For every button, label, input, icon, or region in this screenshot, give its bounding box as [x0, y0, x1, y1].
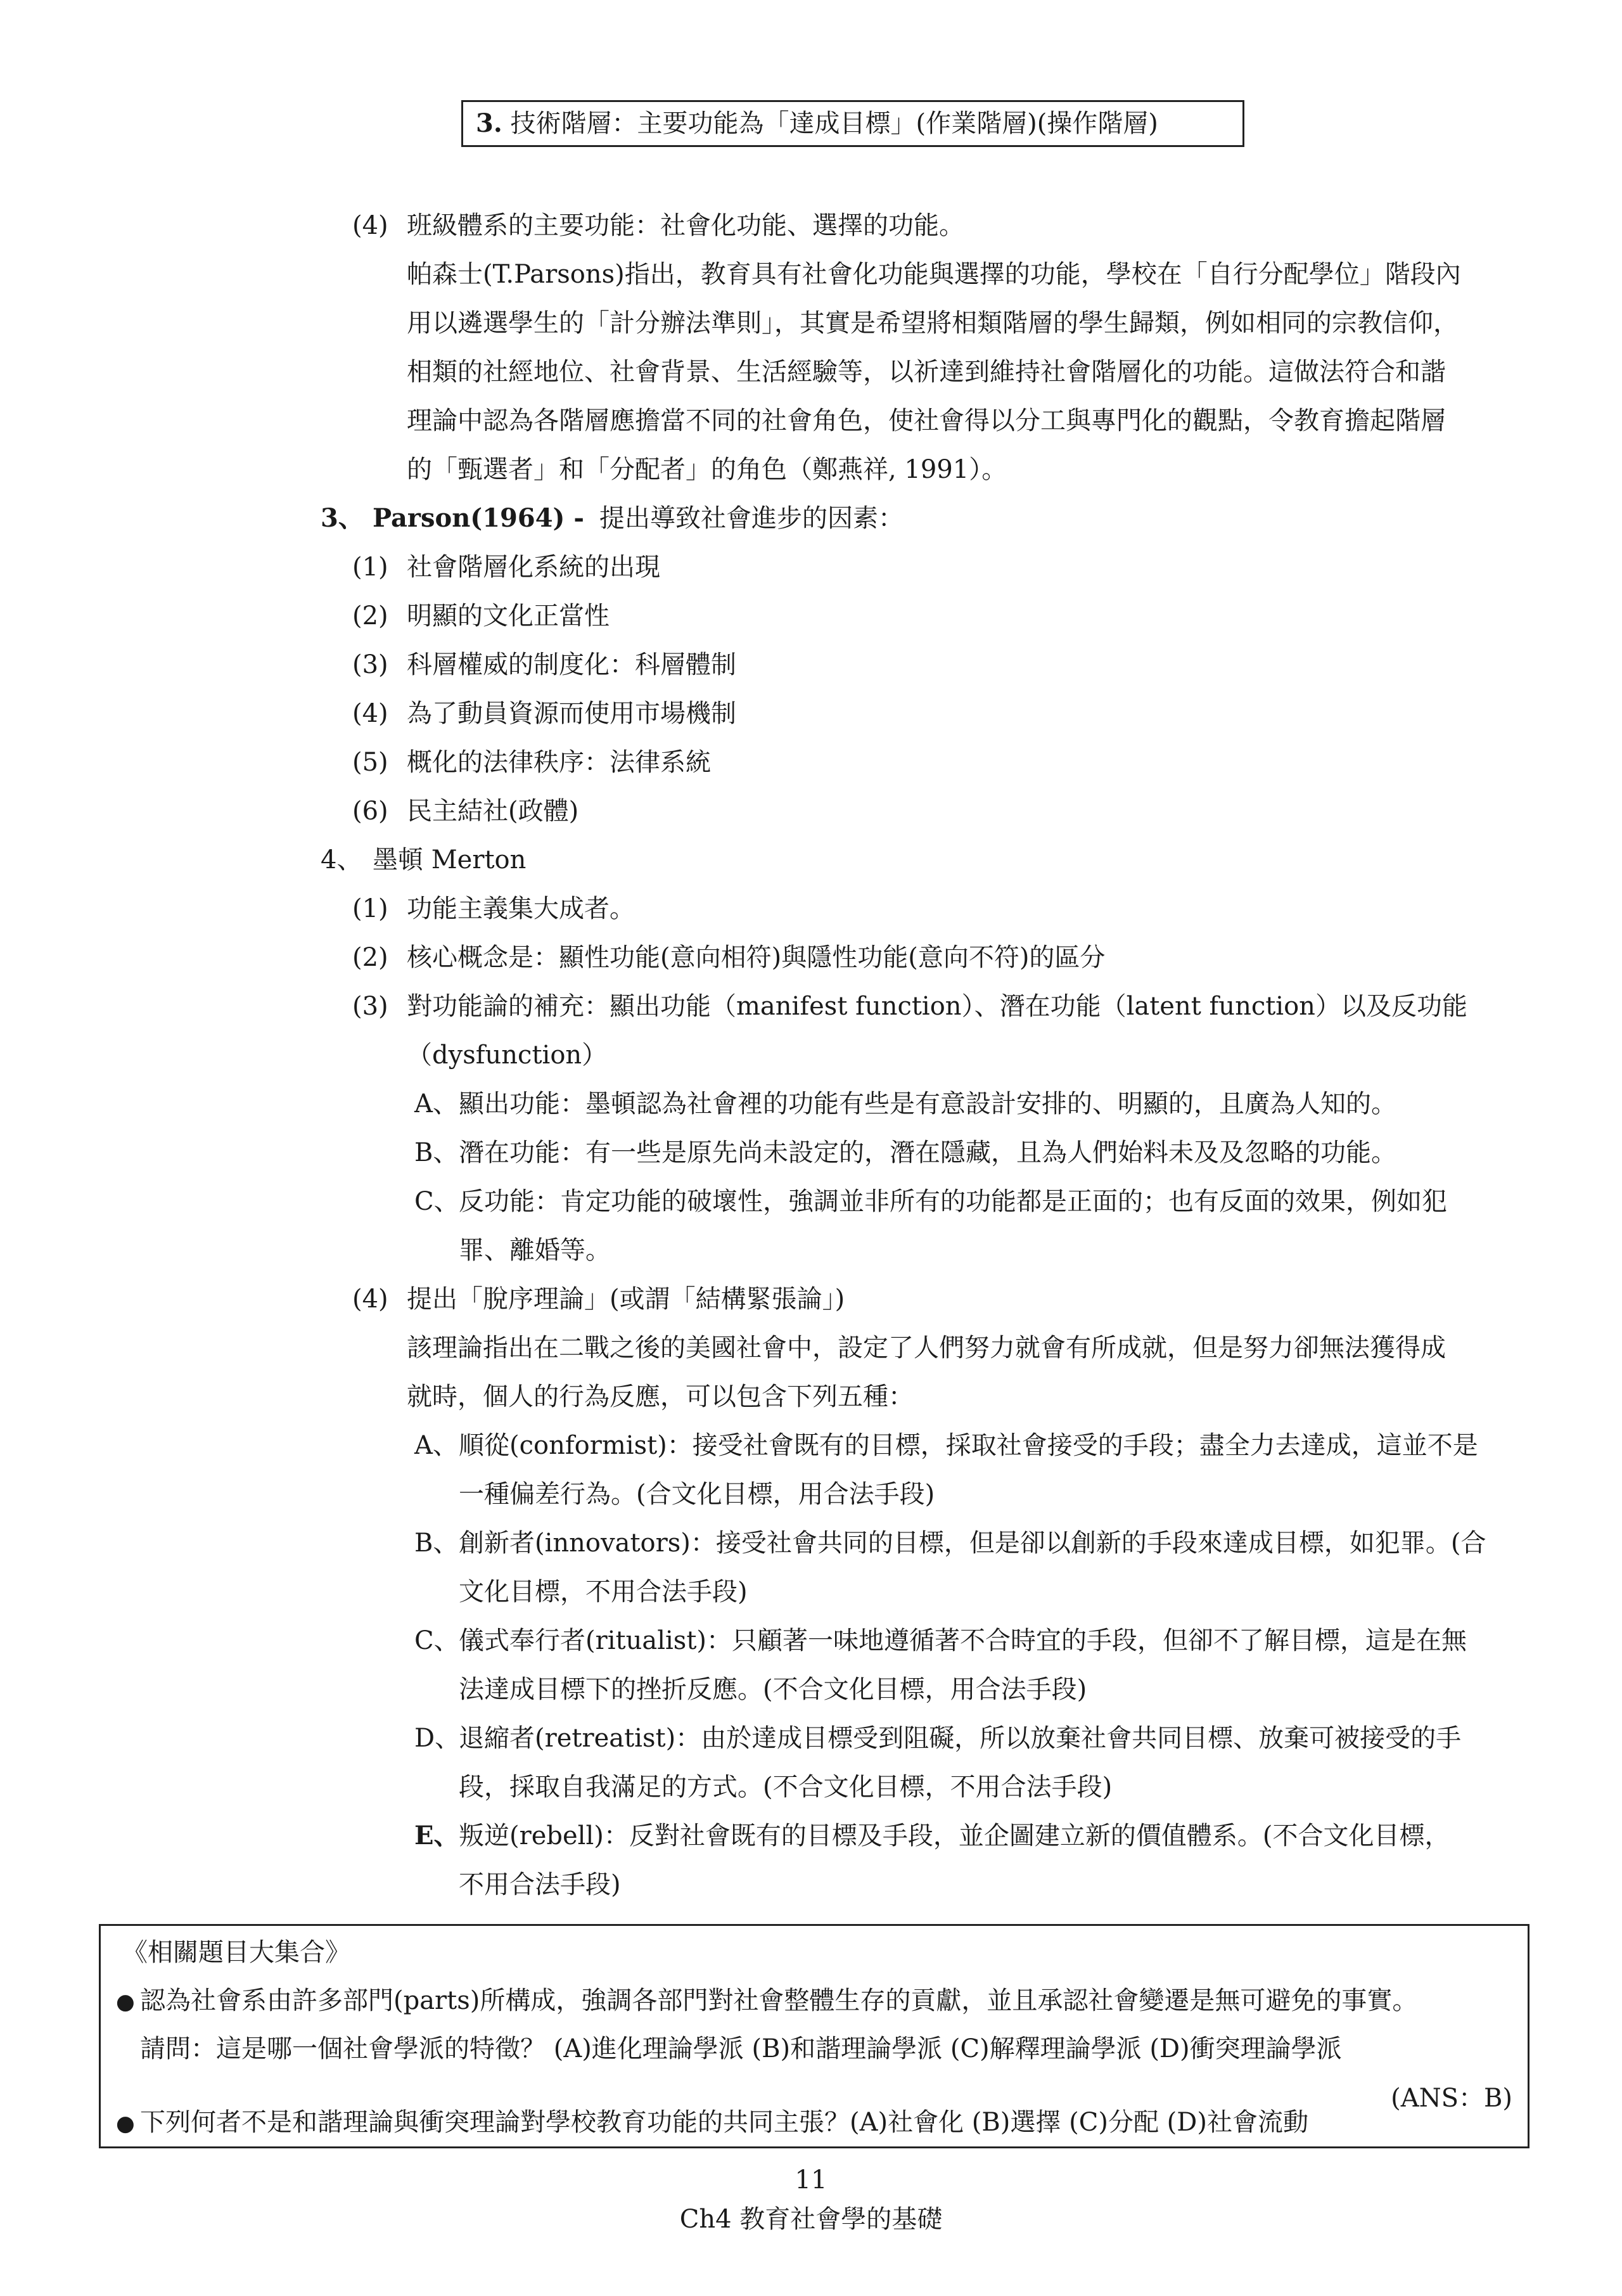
list-item: 提出「脫序理論」(或謂「結構緊張論」): [407, 1285, 845, 1314]
bullet-icon: ●: [116, 2111, 135, 2136]
page-number: 11: [795, 2165, 827, 2195]
sub-item: 潛在功能：有一些是原先尚未設定的，潛在隱藏，且為人們始料未及及忽略的功能。: [459, 1138, 1396, 1167]
sub-item-continuation: 法達成目標下的挫折反應。(不合文化目標，用合法手段): [459, 1675, 1087, 1704]
paragraph-line: 帕森士(T.Parsons)指出，教育具有社會化功能與選擇的功能，學校在「自行分配學位」階段內: [407, 260, 1461, 289]
list-item: 科層權威的制度化：科層體制: [407, 650, 736, 679]
item-number: (4): [352, 1285, 388, 1314]
header-box-number: 3.: [476, 108, 502, 138]
item-number: (1): [352, 553, 388, 582]
sub-item-continuation: 罪、離婚等。: [459, 1236, 611, 1265]
item-number: (2): [352, 601, 388, 631]
sub-item: 叛逆(rebell)：反對社會既有的目標及手段，並企圖建立新的價值體系。(不合文化目標，: [459, 1821, 1450, 1850]
sub-letter: A、: [414, 1431, 458, 1460]
sub-item-continuation: 文化目標，不用合法手段): [459, 1577, 748, 1607]
question-text: 請問：這是哪一個社會學派的特徵？ (A)進化理論學派 (B)和諧理論學派 (C)解釋理論學派 (D)衝突理論學派: [140, 2034, 1342, 2063]
sub-letter: C、: [414, 1626, 459, 1655]
sub-item: 退縮者(retreatist)：由於達成目標受到阻礙，所以放棄社會共同目標、放棄可被接受的手: [459, 1724, 1462, 1753]
sub-letter: B、: [414, 1138, 459, 1167]
header-box: [461, 100, 1244, 147]
sub-item: 順從(conformist)：接受社會既有的目標，採取社會接受的手段；盡全力去達成，這並不是: [459, 1431, 1478, 1460]
paragraph-line: 該理論指出在二戰之後的美國社會中，設定了人們努力就會有所成就，但是努力卻無法獲得成: [407, 1333, 1446, 1363]
sub-letter: B、: [414, 1529, 459, 1558]
paragraph-line: 用以遴選學生的「計分辦法準則」，其實是希望將相類階層的學生歸類，例如相同的宗教信仰，: [407, 309, 1459, 338]
item-number: (6): [352, 797, 388, 826]
sub-item: 顯出功能：墨頓認為社會裡的功能有些是有意設計安排的、明顯的，且廣為人知的。: [459, 1089, 1396, 1119]
list-item: 核心概念是：顯性功能(意向相符)與隱性功能(意向不符)的區分: [407, 943, 1106, 972]
question-text: 認為社會系由許多部門(parts)所構成，強調各部門對社會整體生存的貢獻，並且承認社會變遷是無可避免的事實。: [140, 1986, 1418, 2015]
paragraph-line: 相類的社經地位、社會背景、生活經驗等，以祈達到維持社會階層化的功能。這做法符合和諧: [407, 357, 1446, 387]
item-number: (3): [352, 992, 388, 1021]
list-item: 民主結社(政體): [407, 797, 579, 826]
sub-letter: D、: [414, 1724, 461, 1753]
sub-item-continuation: 段，採取自我滿足的方式。(不合文化目標，不用合法手段): [459, 1773, 1113, 1802]
section-number: 4、: [321, 845, 362, 875]
item-number: (3): [352, 650, 388, 679]
sub-letter: E、: [414, 1821, 459, 1850]
sub-letter: A、: [414, 1089, 458, 1119]
section-number: 3、: [321, 503, 364, 533]
list-item: 概化的法律秩序：法律系統: [407, 748, 711, 777]
item-number: (2): [352, 943, 388, 972]
paragraph-line: 理論中認為各階層應擔當不同的社會角色，使社會得以分工與專門化的觀點，令教育擔起階層: [407, 406, 1446, 435]
sub-item: 創新者(innovators)：接受社會共同的目標，但是卻以創新的手段來達成目標，如犯罪。(合: [459, 1529, 1486, 1558]
list-item: 明顯的文化正當性: [407, 601, 610, 631]
section-title: 提出導致社會進步的因素：: [599, 504, 904, 533]
bullet-icon: ●: [116, 1989, 135, 2015]
list-item: 功能主義集大成者。: [407, 894, 635, 923]
list-item: 為了動員資源而使用市場機制: [407, 699, 736, 728]
list-item: 對功能論的補充：顯出功能（manifest function）、潛在功能（latent function）以及反功能: [407, 992, 1467, 1021]
header-box-text: 技術階層：主要功能為「達成目標」(作業階層)(操作階層): [510, 109, 1158, 138]
item-number: (1): [352, 894, 388, 923]
related-questions-box: [99, 1924, 1529, 2148]
item-title: 班級體系的主要功能：社會化功能、選擇的功能。: [407, 211, 964, 240]
sub-item-continuation: 一種偏差行為。(合文化目標，用合法手段): [459, 1480, 935, 1509]
sub-item: 反功能：肯定功能的破壞性，強調並非所有的功能都是正面的；也有反面的效果，例如犯: [459, 1187, 1447, 1216]
sub-item: 儀式奉行者(ritualist)：只顧著一味地遵循著不合時宜的手段，但卻不了解目標，這是在無: [459, 1626, 1467, 1655]
sub-letter: C、: [414, 1187, 459, 1216]
paragraph-line: 就時，個人的行為反應，可以包含下列五種：: [407, 1382, 914, 1411]
list-item-continuation: （dysfunction）: [407, 1041, 608, 1070]
paragraph-line: 的「甄選者」和「分配者」的角色（鄭燕祥, 1991）。: [407, 455, 1007, 484]
section-title: 墨頓 Merton: [373, 845, 527, 875]
questions-title: 《相關題目大集合》: [122, 1938, 350, 1967]
question-text: 下列何者不是和諧理論與衝突理論對學校教育功能的共同主張？(A)社會化 (B)選擇 (C)分配 (D)社會流動: [140, 2108, 1308, 2137]
item-number: (4): [352, 211, 388, 240]
section-head: Parson(1964) -: [373, 503, 584, 533]
item-number: (5): [352, 748, 388, 777]
item-number: (4): [352, 699, 388, 728]
answer-label: (ANS：B): [1391, 2084, 1512, 2113]
chapter-title: Ch4 教育社會學的基礎: [679, 2205, 943, 2234]
sub-item-continuation: 不用合法手段): [459, 1870, 621, 1899]
list-item: 社會階層化系統的出現: [407, 553, 660, 582]
